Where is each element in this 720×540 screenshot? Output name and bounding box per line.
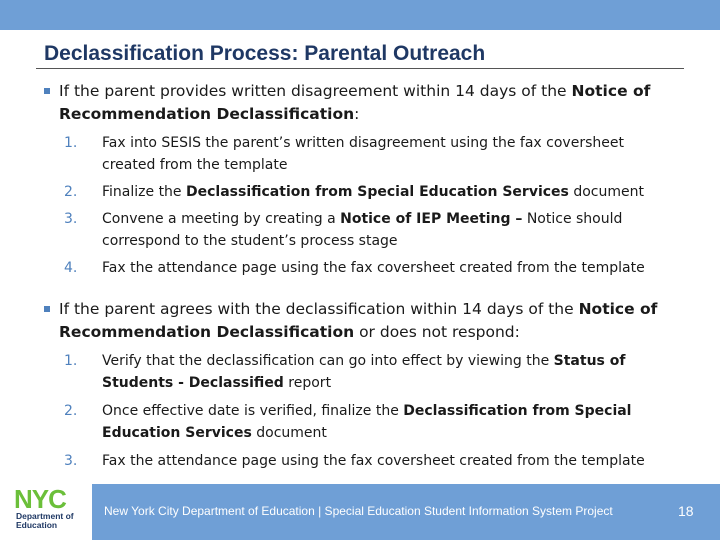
bullet-text-post: or does not respond:: [354, 323, 520, 341]
item-text-post: report: [283, 375, 332, 391]
list-item: [64, 132, 674, 176]
item-number: 2.: [64, 184, 78, 200]
item-text-bold: Declassification from Special Education Services: [186, 184, 569, 200]
item-text-pre: Finalize the: [102, 184, 186, 200]
square-bullet-icon: [44, 88, 50, 94]
list-item: [64, 450, 674, 472]
page-number: 18: [678, 503, 694, 519]
list-item: [64, 257, 674, 279]
item-number: 4.: [64, 260, 78, 276]
logo-dept-text: [16, 512, 94, 530]
list-item: [64, 350, 674, 394]
list-item: [64, 208, 674, 252]
title-divider: [36, 68, 684, 69]
item-number: 2.: [64, 403, 78, 419]
bullet-text-pre: If the parent agrees with the declassification within 14 days of the: [59, 300, 579, 318]
item-number: 1.: [64, 353, 78, 369]
bullet-text-pre: If the parent provides written disagreement within 14 days of the: [59, 82, 572, 100]
item-text-bold: Declassification from Special Education Services: [102, 403, 632, 441]
logo-dept-line1: Department of: [16, 511, 74, 521]
item-text-post: document: [251, 425, 327, 441]
list-item: [64, 400, 674, 444]
item-number: 3.: [64, 211, 78, 227]
item-text-pre: Fax the attendance page using the fax coversheet created from the template: [102, 453, 645, 469]
item-text-pre: Fax the attendance page using the fax coversheet created from the template: [102, 260, 645, 276]
logo-nyc-text: NYC: [14, 484, 66, 514]
nyc-doe-logo: [10, 484, 90, 538]
list-item: [64, 181, 674, 203]
item-text-pre: Once effective date is verified, finalize the: [102, 403, 404, 419]
item-text-pre: Convene a meeting by creating a: [102, 211, 341, 227]
logo-dept-line2: Education: [16, 520, 58, 530]
item-text-bold: Status of Students - Declassified: [102, 353, 626, 391]
bullet-text-post: :: [354, 105, 360, 123]
item-number: 3.: [64, 453, 78, 469]
square-bullet-icon: [44, 306, 50, 312]
slide-title: Declassification Process: Parental Outreach: [44, 42, 486, 65]
top-accent-band: [0, 0, 720, 30]
item-text-post: document: [568, 184, 644, 200]
item-text-pre: Fax into SESIS the parent’s written disagreement using the fax coversheet created from the template: [102, 135, 624, 173]
bullet-parent-disagrees: [44, 80, 684, 126]
footer-text: New York City Department of Education | Special Education Student Information System Project: [104, 504, 613, 518]
bullet-text-bold: Notice of Recommendation Declassification: [59, 300, 658, 341]
item-text-bold: Notice of IEP Meeting –: [340, 211, 523, 227]
bullet-text-bold: Notice of Recommendation Declassification: [59, 82, 651, 123]
item-number: 1.: [64, 135, 78, 151]
bullet-parent-agrees: [44, 298, 684, 344]
item-text-pre: Verify that the declassification can go into effect by viewing the: [102, 353, 554, 369]
item-text-post: Notice should correspond to the student’s process stage: [102, 211, 623, 249]
